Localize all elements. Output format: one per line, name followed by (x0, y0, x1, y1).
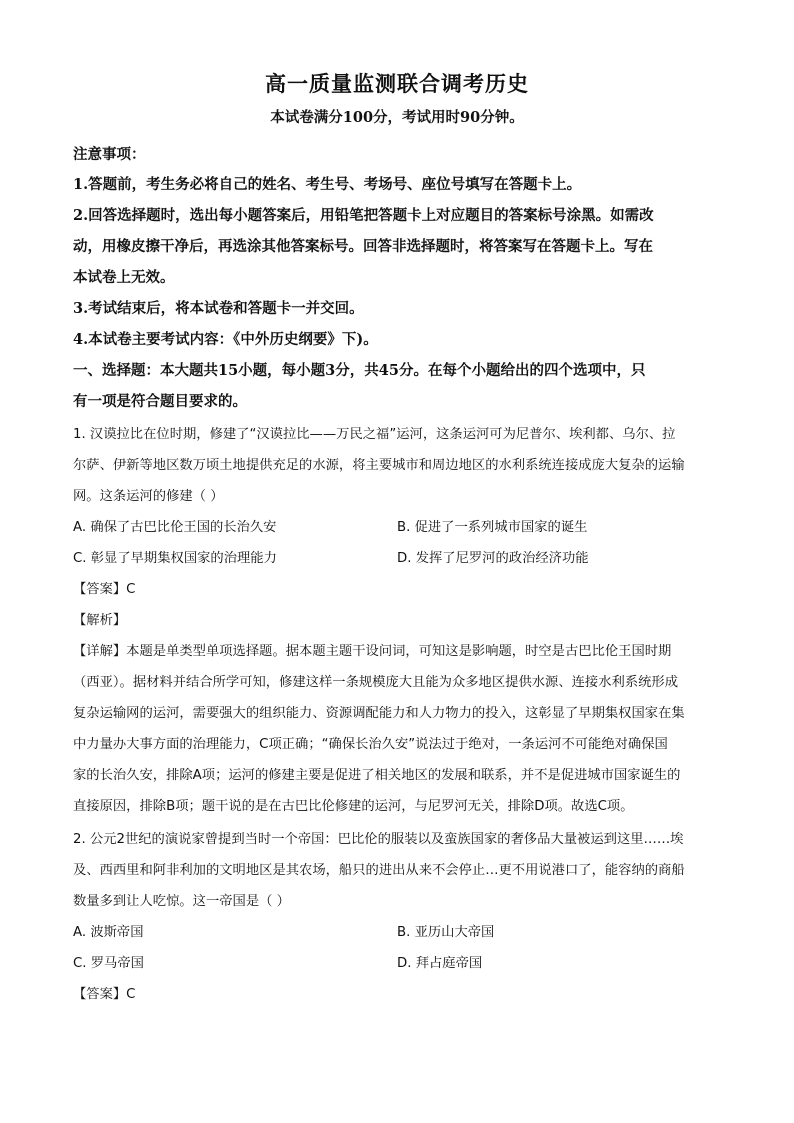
notice-line-6: 4.本试卷主要考试内容：《中外历史纲要》下)。 (73, 331, 378, 348)
q2-option-b: B. 亚历山大帝国 (397, 925, 495, 940)
notice-line-4: 本试卷上无效。 (73, 269, 175, 286)
q1-detail-line-6: 直接原因，排除B项；题干说的是在古巴比伦修建的运河，与尼罗河无关，排除D项。故选C项。 (73, 799, 634, 814)
q2-option-c: C. 罗马帝国 (73, 956, 144, 971)
q1-option-c: C. 彰显了早期集权国家的治理能力 (73, 551, 277, 566)
section-heading-line-2: 有一项是符合题目要求的。 (73, 393, 247, 410)
q1-detail-line-2: （西亚）。据材料并结合所学可知，修建这样一条规模庞大且能为众多地区提供水源、连接水利系统形成 (73, 675, 679, 690)
q1-stem-line-3: 网。这条运河的修建（ ） (73, 489, 224, 504)
notice-heading: 注意事项： (73, 146, 146, 163)
q2-stem-line-3: 数量多到让人吃惊。这一帝国是（ ） (73, 894, 290, 909)
page-title: 高一质量监测联合调考历史 (265, 72, 529, 96)
section-heading-line-1: 一、选择题：本大题共15小题，每小题3分，共45分。在每个小题给出的四个选项中，只 (73, 362, 646, 379)
notice-line-2: 2.回答选择题时，选出每小题答案后，用铅笔把答题卡上对应题目的答案标号涂黑。如需改 (73, 207, 654, 224)
q2-option-a: A. 波斯帝国 (73, 925, 144, 940)
q1-stem-line-2: 尔萨、伊新等地区数万顷土地提供充足的水源，将主要城市和周边地区的水利系统连接成庞大复杂的运输 (73, 458, 685, 473)
q1-detail-line-5: 家的长治久安，排除A项；运河的修建主要是促进了相关地区的发展和联系，并不是促进城市国家诞生的 (73, 768, 681, 783)
notice-line-3: 动，用橡皮擦干净后，再选涂其他答案标号。回答非选择题时，将答案写在答题卡上。写在 (73, 238, 653, 255)
q2-answer: 【答案】C (73, 987, 136, 1002)
q1-option-a: A. 确保了古巴比伦王国的长治久安 (73, 520, 277, 535)
q2-stem-line-2: 及、西西里和阿非利加的文明地区是其农场，船只的进出从来不会停止…更不用说港口了，能容纳的商船 (73, 863, 685, 878)
q2-stem-line-1: 2. 公元2世纪的演说家曾提到当时一个帝国：巴比伦的服装以及蛮族国家的奢侈品大量被运到这里……埃 (73, 832, 684, 847)
q1-answer: 【答案】C (73, 582, 136, 597)
q1-detail-line-3: 复杂运输网的运河，需要强大的组织能力、资源调配能力和人力物力的投入，这彰显了早期集权国家在集 (73, 706, 685, 721)
notice-line-1: 1.答题前，考生务必将自己的姓名、考生号、考场号、座位号填写在答题卡上。 (73, 176, 582, 193)
q1-option-d: D. 发挥了尼罗河的政治经济功能 (397, 551, 589, 566)
q1-stem-line-1: 1. 汉谟拉比在位时期，修建了“汉谟拉比——万民之福”运河，这条运河可为尼普尔、埃利都、乌尔、拉 (73, 427, 676, 442)
notice-line-5: 3.考试结束后，将本试卷和答题卡一并交回。 (73, 300, 364, 317)
q1-detail-line-4: 中力量办大事方面的治理能力，C项正确；“确保长治久安”说法过于绝对，一条运河不可能绝对确保国 (73, 737, 668, 752)
q1-analysis-heading: 【解析】 (73, 613, 127, 628)
q1-option-b: B. 促进了一系列城市国家的诞生 (397, 520, 588, 535)
q2-option-d: D. 拜占庭帝国 (397, 956, 483, 971)
q1-detail-line-1: 【详解】本题是单类型单项选择题。据本题主题干设问词，可知这是影响题，时空是古巴比伦王国时期 (73, 644, 672, 659)
page-subtitle: 本试卷满分100分，考试用时90分钟。 (270, 109, 524, 126)
